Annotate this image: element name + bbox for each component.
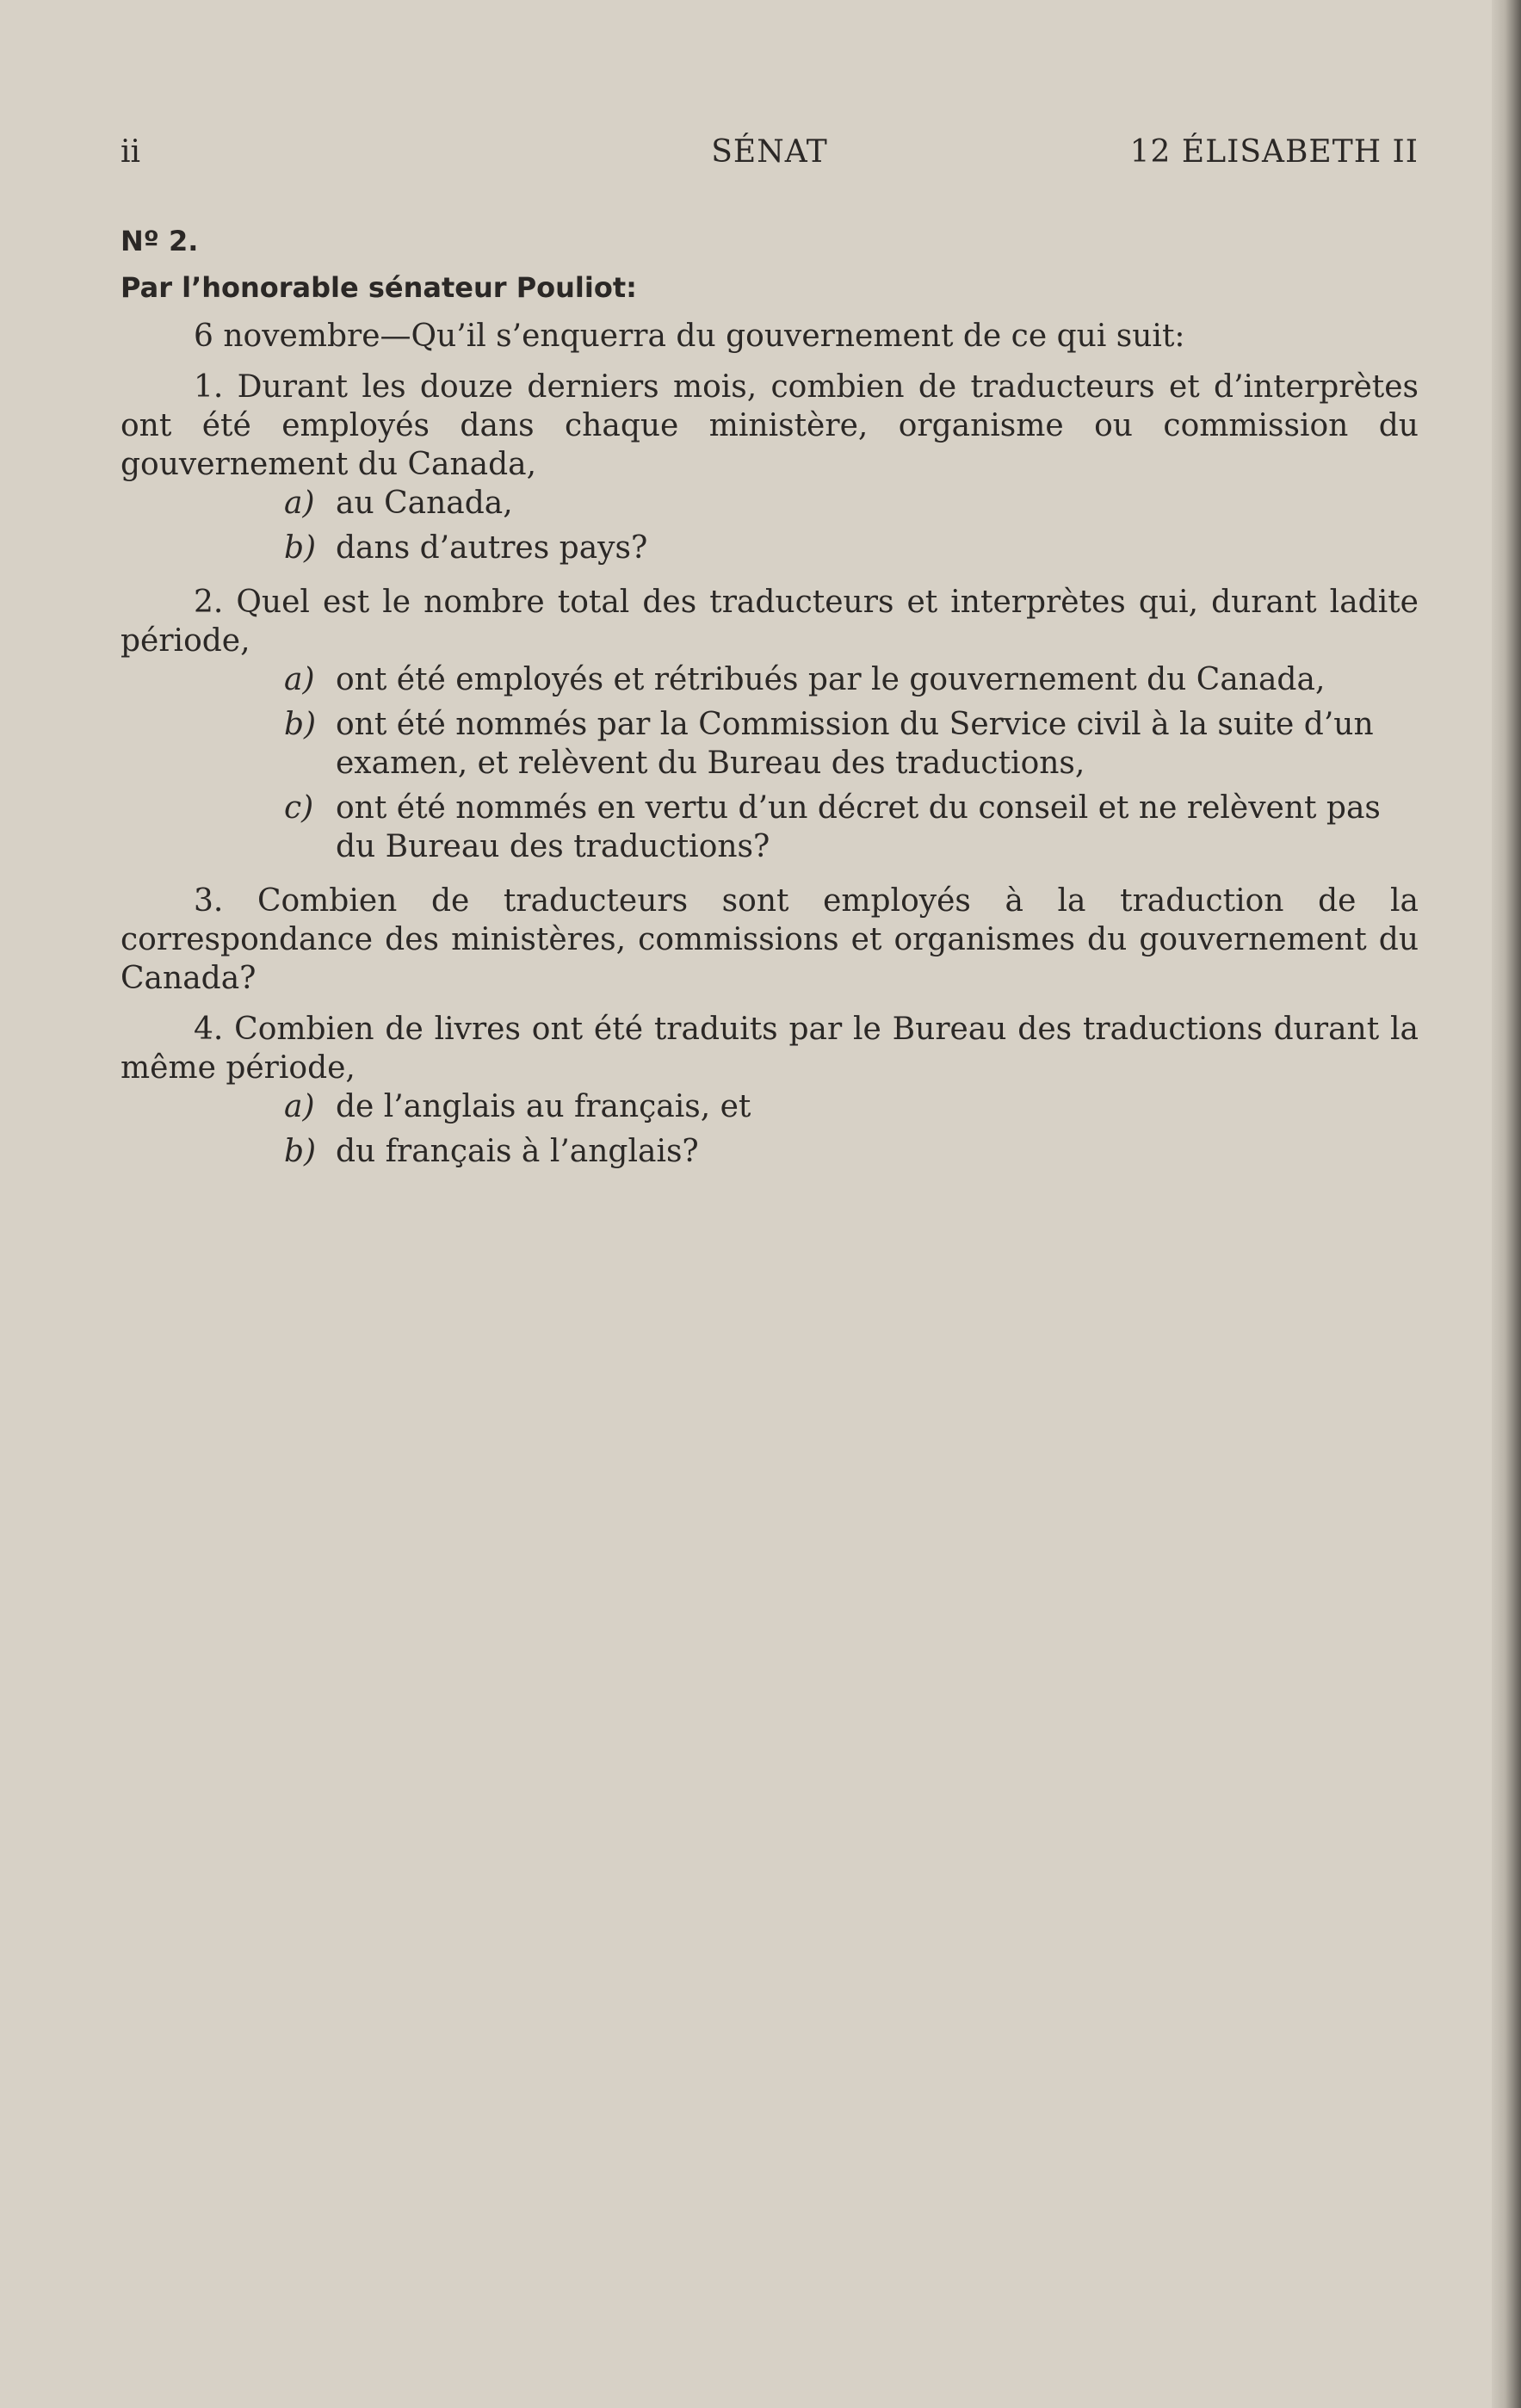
header-title: SÉNAT	[711, 134, 828, 170]
question-author: Par l’honorable sénateur Pouliot:	[121, 271, 637, 304]
question-item-4: 4. Combien de livres ont été traduits par le Bureau des traductions durant la même période,	[121, 1012, 1419, 1086]
question-body	[121, 222, 1419, 1177]
page-folio: ii	[121, 134, 141, 170]
sub-item-letter: b)	[284, 1134, 317, 1169]
question-item-2: 2. Quel est le nombre total des traducteurs et interprètes qui, durant ladite période,	[121, 585, 1419, 659]
sub-item-1b	[121, 529, 1419, 567]
sub-item-letter: a)	[284, 1089, 315, 1124]
sub-item-text: de l’anglais au français, et	[336, 1089, 751, 1124]
question-intro: 6 novembre—Qu’il s’enquerra du gouvernement de ce qui suit:	[194, 319, 1185, 354]
question-item-1: 1. Durant les douze derniers mois, combien de traducteurs et d’interprètes ont été employés dans chaque ministère, organisme ou commission du gouvernement du Canada,	[121, 369, 1419, 482]
question-number: Nº 2.	[121, 225, 199, 257]
sub-item-text: ont été nommés en vertu d’un décret du conseil et ne relèvent pas du Bureau des traductions?	[336, 790, 1381, 864]
sub-item-letter: a)	[284, 486, 315, 521]
sub-item-text: dans d’autres pays?	[336, 530, 648, 566]
sub-item-text: du français à l’anglais?	[336, 1134, 699, 1169]
sub-item-4a	[121, 1087, 1419, 1126]
sub-item-text: ont été nommés par la Commission du Service civil à la suite d’un examen, et relèvent du Bureau des traductions,	[336, 707, 1374, 781]
sub-item-2b	[121, 705, 1419, 783]
sub-item-2a	[121, 660, 1419, 699]
sub-item-text: au Canada,	[336, 486, 513, 521]
page-binding-edge	[1492, 0, 1521, 2408]
sub-item-1a	[121, 484, 1419, 523]
header-regnal-year: 12 ÉLISABETH II	[1129, 134, 1419, 170]
sub-item-letter: b)	[284, 530, 317, 566]
sub-item-letter: b)	[284, 707, 317, 742]
sub-item-letter: a)	[284, 662, 315, 697]
question-item-3: 3. Combien de traducteurs sont employés à la traduction de la correspondance des ministères, commissions et organismes du gouvernement du Canada?	[121, 883, 1419, 996]
running-header	[121, 131, 1419, 174]
sub-item-text: ont été employés et rétribués par le gouvernement du Canada,	[336, 662, 1326, 697]
sub-item-4b	[121, 1132, 1419, 1171]
sub-item-letter: c)	[284, 790, 314, 826]
sub-item-2c	[121, 789, 1419, 866]
